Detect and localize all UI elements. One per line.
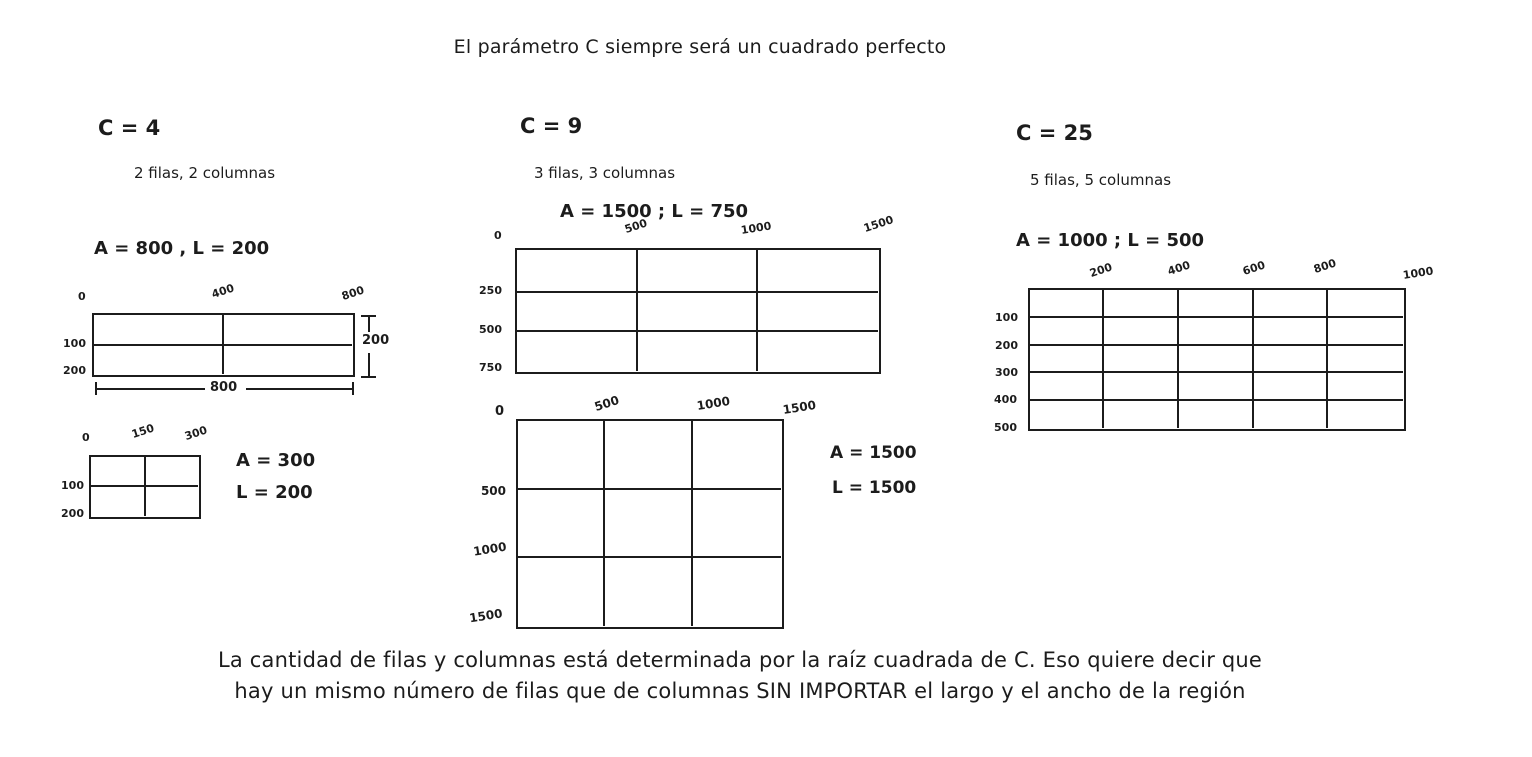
note-area: A = 300 [236,450,316,471]
y-tick: 100 [63,337,86,350]
note-area: A = 1500 [830,443,917,463]
grid-vline [603,420,605,626]
x-tick: 300 [182,423,209,443]
x-tick: 0 [494,229,502,242]
y-tick: 1000 [472,539,508,559]
dim-line [368,353,370,376]
note-length: L = 1500 [832,478,917,498]
x-tick: 500 [622,216,649,236]
grid-vline [1326,289,1328,428]
dimension-height-label: 200 [362,333,390,348]
grid-hline [1029,316,1403,318]
y-tick: 200 [63,364,86,377]
section-c4-subheading: 2 filas, 2 columnas [134,164,276,182]
x-tick: 0 [82,431,90,444]
grid-hline [90,485,198,487]
y-tick: 500 [480,484,506,498]
grid-c25 [1028,288,1406,431]
grid-hline [1029,344,1403,346]
y-tick: 100 [61,479,84,492]
grid-hline [516,291,878,293]
caption [130,645,1350,707]
x-tick: 150 [129,421,156,441]
dimension-width-label: 800 [210,380,238,395]
section-c25-subheading: 5 filas, 5 columnas [1030,171,1172,189]
grid-hline [517,556,781,558]
y-tick: 500 [479,323,502,336]
y-tick: 750 [479,361,502,374]
x-tick: 1500 [861,213,896,235]
grid-vline [1102,289,1104,428]
grid-vline [756,249,758,371]
y-tick: 200 [61,507,84,520]
x-tick: 0 [495,404,505,419]
section-c25-heading: C = 25 [1016,121,1093,145]
section-c4-heading: C = 4 [98,116,161,140]
caption-line-2: hay un mismo número de filas que de columnas SIN IMPORTAR el largo y el ancho de la región [234,679,1246,703]
dim-line [246,388,352,390]
dim-line [368,316,370,332]
x-tick: 0 [78,290,86,303]
dim-cap [352,382,354,395]
y-tick: 200 [995,339,1018,352]
x-tick: 200 [1087,260,1114,280]
y-tick: 100 [995,311,1018,324]
section-c9-subheading: 3 filas, 3 columnas [534,164,676,182]
section-c4-params: A = 800 , L = 200 [94,238,270,259]
y-tick: 500 [994,421,1017,434]
grid-vline [691,420,693,626]
grid-vline [636,249,638,371]
dim-cap [361,376,376,378]
x-tick: 1500 [781,397,817,417]
section-c9-params: A = 1500 ; L = 750 [560,201,749,222]
grid-hline [517,488,781,490]
section-c25-params: A = 1000 ; L = 500 [1016,230,1205,251]
y-tick: 250 [479,284,502,297]
y-tick: 1500 [468,606,504,626]
grid-hline [93,344,352,346]
x-tick: 400 [209,281,236,301]
grid-c9-square [516,419,784,629]
grid-c9-wide [515,248,881,374]
x-tick: 500 [592,392,621,414]
y-tick: 300 [995,366,1018,379]
grid-hline [1029,399,1403,401]
x-tick: 1000 [739,219,773,237]
dim-line [97,388,205,390]
x-tick: 400 [1165,258,1192,278]
grid-hline [516,330,878,332]
x-tick: 800 [1311,256,1338,276]
caption-line-1: La cantidad de filas y columnas está determinada por la raíz cuadrada de C. Eso quiere decir que [217,648,1263,672]
x-tick: 1000 [1401,264,1435,282]
grid-vline [1177,289,1179,428]
y-tick: 400 [994,393,1017,406]
note-length: L = 200 [236,482,313,503]
x-tick: 600 [1240,258,1267,278]
x-tick: 800 [339,283,366,303]
section-c9-heading: C = 9 [520,114,583,138]
x-tick: 1000 [695,393,731,413]
grid-hline [1029,371,1403,373]
page-title: El parámetro C siempre será un cuadrado perfecto [453,36,947,58]
grid-vline [1252,289,1254,428]
